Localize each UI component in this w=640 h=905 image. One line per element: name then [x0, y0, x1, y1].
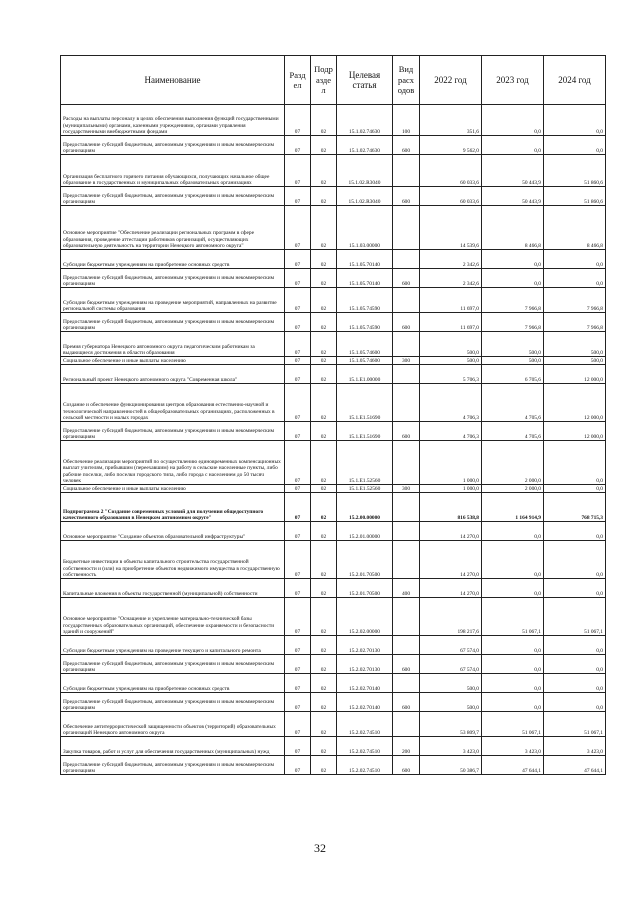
cell-2022: 14 270,0	[420, 579, 482, 598]
cell-2023: 0,0	[482, 105, 544, 136]
cell-2023: 0,0	[482, 522, 544, 541]
cell-podrazdel: 02	[311, 288, 337, 313]
cell-2024: 0,0	[544, 105, 606, 136]
cell-vid: 600	[393, 693, 420, 712]
cell-name: Основное мероприятие "Оснащение и укрепление материально-технической базы государственных образовательных организаций, обеспечение охраняемости и безопасности зданий и сооружений"	[61, 598, 285, 636]
cell-vid	[393, 712, 420, 737]
table-row	[61, 422, 606, 441]
cell-razdel: 07	[285, 105, 311, 136]
cell-vid	[393, 155, 420, 187]
cell-2023: 4 705,6	[482, 422, 544, 441]
cell-podrazdel: 02	[311, 187, 337, 206]
cell-2022: 5 706,3	[420, 365, 482, 384]
cell-2022: 11 697,0	[420, 288, 482, 313]
cell-2023: 0,0	[482, 250, 544, 269]
cell-vid: 100	[393, 105, 420, 136]
cell-2023: 51 067,1	[482, 712, 544, 737]
cell-2022: 14 539,6	[420, 206, 482, 250]
cell-vid: 400	[393, 579, 420, 598]
cell-2022: 67 574,0	[420, 655, 482, 674]
cell-name: Предоставление субсидий бюджетным, автономным учреждениям и иным некоммерческим организациям	[61, 756, 285, 775]
cell-name: Субсидии бюджетным учреждениям на проведение текущего и капитального ремонта	[61, 636, 285, 655]
table-row	[61, 737, 606, 756]
cell-2023: 2 000,0	[482, 485, 544, 493]
cell-razdel: 07	[285, 441, 311, 485]
cell-target: 15.2.02.74510	[337, 712, 393, 737]
cell-razdel: 07	[285, 541, 311, 579]
table-header-row	[61, 56, 606, 105]
cell-2023: 51 067,1	[482, 598, 544, 636]
cell-2024: 51 067,1	[544, 598, 606, 636]
cell-podrazdel: 02	[311, 598, 337, 636]
cell-target: 15.1.05.74590	[337, 288, 393, 313]
cell-name: Предоставление субсидий бюджетным, автономным учреждениям и иным некоммерческим организациям	[61, 136, 285, 155]
cell-vid	[393, 206, 420, 250]
cell-2022: 53 809,7	[420, 712, 482, 737]
cell-2022: 198 217,6	[420, 598, 482, 636]
cell-2023: 8 466,8	[482, 206, 544, 250]
table-row	[61, 269, 606, 288]
cell-target: 15.1.02.R3040	[337, 155, 393, 187]
cell-podrazdel: 02	[311, 332, 337, 357]
cell-2024: 51 860,6	[544, 187, 606, 206]
table-row	[61, 493, 606, 522]
cell-podrazdel: 02	[311, 522, 337, 541]
cell-vid: 600	[393, 269, 420, 288]
cell-razdel: 07	[285, 693, 311, 712]
cell-target: 15.2.02.70140	[337, 693, 393, 712]
cell-vid	[393, 636, 420, 655]
cell-2024: 0,0	[544, 522, 606, 541]
cell-vid	[393, 541, 420, 579]
cell-podrazdel: 02	[311, 579, 337, 598]
cell-name: Организация бесплатного горячего питания обучающихся, получающих начальное общее образование в государственных и муниципальных образовательных организациях	[61, 155, 285, 187]
cell-vid	[393, 674, 420, 693]
cell-2022: 4 706,3	[420, 422, 482, 441]
cell-2023: 4 705,6	[482, 384, 544, 422]
table-row	[61, 636, 606, 655]
cell-name: Региональный проект Ненецкого автономного округа "Современная школа"	[61, 365, 285, 384]
cell-2024: 0,0	[544, 693, 606, 712]
cell-razdel: 07	[285, 636, 311, 655]
cell-2023: 500,0	[482, 332, 544, 357]
cell-razdel: 07	[285, 712, 311, 737]
cell-vid	[393, 288, 420, 313]
cell-name: Создание и обеспечение функционирования центров образования естественно-научной и технологической направленностей в общеобразовательных организациях, расположенных в сельской местности и малых городах	[61, 384, 285, 422]
cell-name: Предоставление субсидий бюджетным, автономным учреждениям и иным некоммерческим организациям	[61, 422, 285, 441]
cell-name: Закупка товаров, работ и услуг для обеспечения государственных (муниципальных) нужд	[61, 737, 285, 756]
cell-2022: 2 342,6	[420, 250, 482, 269]
cell-razdel: 07	[285, 756, 311, 775]
cell-target: 15.1.E1.00000	[337, 365, 393, 384]
cell-2024: 12 000,0	[544, 365, 606, 384]
cell-2023: 0,0	[482, 636, 544, 655]
cell-razdel: 07	[285, 737, 311, 756]
cell-2024: 0,0	[544, 250, 606, 269]
cell-target: 15.1.02.R3040	[337, 187, 393, 206]
cell-target: 15.2.02.70140	[337, 674, 393, 693]
cell-razdel: 07	[285, 206, 311, 250]
cell-podrazdel: 02	[311, 441, 337, 485]
cell-2023: 7 966,8	[482, 313, 544, 332]
header-2024: 2024 год	[544, 56, 606, 105]
cell-2024: 0,0	[544, 136, 606, 155]
cell-2023: 500,0	[482, 357, 544, 365]
cell-name: Бюджетные инвестиции в объекты капитального строительства государственной собственности и (или) на приобретение объектов недвижимого имущества в государственную собственность	[61, 541, 285, 579]
cell-target: 15.1.05.74590	[337, 313, 393, 332]
cell-podrazdel: 02	[311, 655, 337, 674]
table-row	[61, 756, 606, 775]
cell-target: 15.1.05.74600	[337, 332, 393, 357]
cell-name: Субсидии бюджетным учреждениям на приобретение основных средств	[61, 250, 285, 269]
cell-vid: 600	[393, 422, 420, 441]
cell-2023: 1 164 914,9	[482, 493, 544, 522]
cell-2022: 14 270,0	[420, 522, 482, 541]
cell-podrazdel: 02	[311, 250, 337, 269]
table-body	[61, 105, 606, 775]
cell-2024: 3 423,0	[544, 737, 606, 756]
cell-2022: 500,0	[420, 674, 482, 693]
cell-podrazdel: 02	[311, 384, 337, 422]
cell-2023: 47 644,1	[482, 756, 544, 775]
cell-2022: 500,0	[420, 332, 482, 357]
cell-2024: 0,0	[544, 485, 606, 493]
cell-name: Обеспечение реализации мероприятий по осуществлению единовременных компенсационных выплат учителям, прибывшим (переехавшим) на работу в сельские населенные пункты, либо рабочие поселки, либо поселки городского типа, либо города с населением до 50 тысяч человек	[61, 441, 285, 485]
cell-2022: 500,0	[420, 693, 482, 712]
cell-name: Премия губернатора Ненецкого автономного округа педагогическим работникам за выдающиеся достижения в области образования	[61, 332, 285, 357]
cell-target: 15.1.E1.52560	[337, 441, 393, 485]
table-row	[61, 332, 606, 357]
cell-2024: 0,0	[544, 269, 606, 288]
header-razdel: Разд ел	[285, 56, 311, 105]
cell-target: 15.1.E1.51690	[337, 422, 393, 441]
cell-razdel: 07	[285, 598, 311, 636]
cell-podrazdel: 02	[311, 493, 337, 522]
cell-2022: 4 706,3	[420, 384, 482, 422]
cell-razdel: 07	[285, 579, 311, 598]
cell-2024: 500,0	[544, 332, 606, 357]
cell-2022: 60 033,6	[420, 187, 482, 206]
header-name: Наименование	[61, 56, 285, 105]
cell-2023: 0,0	[482, 136, 544, 155]
cell-2022: 60 033,6	[420, 155, 482, 187]
table-row	[61, 674, 606, 693]
cell-2023: 50 443,9	[482, 155, 544, 187]
cell-podrazdel: 02	[311, 155, 337, 187]
budget-table	[60, 55, 606, 775]
cell-name: Субсидии бюджетным учреждениям на проведение мероприятий, направленных на развитие региональной системы образования	[61, 288, 285, 313]
cell-2022: 3 423,0	[420, 737, 482, 756]
table-row	[61, 441, 606, 485]
cell-2022: 1 000,0	[420, 485, 482, 493]
cell-podrazdel: 02	[311, 365, 337, 384]
cell-podrazdel: 02	[311, 712, 337, 737]
cell-2022: 11 697,0	[420, 313, 482, 332]
cell-vid: 600	[393, 655, 420, 674]
cell-vid	[393, 384, 420, 422]
cell-2022: 14 270,0	[420, 541, 482, 579]
cell-razdel: 07	[285, 384, 311, 422]
cell-name: Предоставление субсидий бюджетным, автономным учреждениям и иным некоммерческим организациям	[61, 693, 285, 712]
cell-2023: 3 423,0	[482, 737, 544, 756]
cell-podrazdel: 02	[311, 269, 337, 288]
cell-2023: 2 000,0	[482, 441, 544, 485]
cell-razdel: 07	[285, 313, 311, 332]
cell-2023: 0,0	[482, 693, 544, 712]
cell-podrazdel: 02	[311, 485, 337, 493]
cell-target: 15.1.02.74630	[337, 105, 393, 136]
cell-target: 15.2.02.74510	[337, 737, 393, 756]
cell-razdel: 07	[285, 422, 311, 441]
cell-podrazdel: 02	[311, 105, 337, 136]
cell-2023: 50 443,9	[482, 187, 544, 206]
cell-target: 15.2.01.70500	[337, 579, 393, 598]
cell-2024: 0,0	[544, 655, 606, 674]
cell-2023: 7 966,8	[482, 288, 544, 313]
cell-name: Предоставление субсидий бюджетным, автономным учреждениям и иным некоммерческим организациям	[61, 187, 285, 206]
cell-2022: 2 342,6	[420, 269, 482, 288]
cell-razdel: 07	[285, 365, 311, 384]
header-podrazdel: Подр азде л	[311, 56, 337, 105]
cell-2024: 51 860,6	[544, 155, 606, 187]
cell-2023: 0,0	[482, 674, 544, 693]
cell-razdel: 07	[285, 655, 311, 674]
cell-2024: 500,0	[544, 357, 606, 365]
cell-target: 15.2.01.00000	[337, 522, 393, 541]
cell-2024: 8 466,8	[544, 206, 606, 250]
table-row	[61, 357, 606, 365]
cell-2023: 0,0	[482, 655, 544, 674]
cell-name: Обеспечение антитеррористической защищенности объектов (территорий) образовательных организаций Ненецкого автономного округа	[61, 712, 285, 737]
cell-2022: 50 386,7	[420, 756, 482, 775]
cell-target: 15.2.02.70130	[337, 655, 393, 674]
page-number: 32	[314, 841, 326, 855]
table-row	[61, 365, 606, 384]
cell-2022: 351,6	[420, 105, 482, 136]
cell-target: 15.1.03.00000	[337, 206, 393, 250]
header-vid: Вид расх одов	[393, 56, 420, 105]
header-target: Целевая статья	[337, 56, 393, 105]
cell-2022: 67 574,0	[420, 636, 482, 655]
cell-podrazdel: 02	[311, 136, 337, 155]
table-row	[61, 206, 606, 250]
cell-vid	[393, 441, 420, 485]
cell-vid	[393, 365, 420, 384]
table-row	[61, 522, 606, 541]
cell-target: 15.2.02.74510	[337, 756, 393, 775]
table-row	[61, 541, 606, 579]
cell-2024: 0,0	[544, 541, 606, 579]
cell-razdel: 07	[285, 674, 311, 693]
cell-vid: 600	[393, 756, 420, 775]
cell-vid	[393, 250, 420, 269]
table-row	[61, 598, 606, 636]
cell-2024: 51 067,1	[544, 712, 606, 737]
cell-2024: 7 966,8	[544, 313, 606, 332]
cell-2024: 12 000,0	[544, 384, 606, 422]
table-row	[61, 384, 606, 422]
table-row	[61, 579, 606, 598]
cell-2024: 0,0	[544, 674, 606, 693]
cell-target: 15.1.05.74600	[337, 357, 393, 365]
cell-podrazdel: 02	[311, 206, 337, 250]
cell-podrazdel: 02	[311, 693, 337, 712]
cell-2024: 0,0	[544, 636, 606, 655]
cell-razdel: 07	[285, 250, 311, 269]
cell-name: Подпрограмма 2 "Создание современных условий для получения общедоступного качественного образования в Ненецком автономном округе"	[61, 493, 285, 522]
cell-razdel: 07	[285, 288, 311, 313]
cell-vid: 200	[393, 737, 420, 756]
table-row	[61, 712, 606, 737]
cell-name: Предоставление субсидий бюджетным, автономным учреждениям и иным некоммерческим организациям	[61, 269, 285, 288]
table-row	[61, 187, 606, 206]
cell-name: Предоставление субсидий бюджетным, автономным учреждениям и иным некоммерческим организациям	[61, 655, 285, 674]
cell-razdel: 07	[285, 136, 311, 155]
cell-2023: 6 705,6	[482, 365, 544, 384]
cell-2024: 768 715,3	[544, 493, 606, 522]
table-row	[61, 155, 606, 187]
table-row	[61, 655, 606, 674]
cell-razdel: 07	[285, 485, 311, 493]
cell-target: 15.2.02.70130	[337, 636, 393, 655]
cell-name: Социальное обеспечение и иные выплаты населению	[61, 357, 285, 365]
cell-2024: 0,0	[544, 579, 606, 598]
cell-vid	[393, 598, 420, 636]
table-row	[61, 485, 606, 493]
cell-name: Основное мероприятие "Создание объектов образовательной инфраструктуры"	[61, 522, 285, 541]
table-row	[61, 105, 606, 136]
cell-2024: 0,0	[544, 441, 606, 485]
table-row	[61, 288, 606, 313]
header-2022: 2022 год	[420, 56, 482, 105]
cell-2023: 0,0	[482, 579, 544, 598]
cell-podrazdel: 02	[311, 422, 337, 441]
cell-name: Социальное обеспечение и иные выплаты населению	[61, 485, 285, 493]
cell-vid: 300	[393, 485, 420, 493]
cell-razdel: 07	[285, 493, 311, 522]
cell-name: Расходы на выплаты персоналу в целях обеспечения выполнения функций государственными (муниципальными) органами, казенными учреждениями, органами управления государственными внебюджетными фондами	[61, 105, 285, 136]
cell-target: 15.1.E1.51690	[337, 384, 393, 422]
cell-2022: 1 000,0	[420, 441, 482, 485]
cell-vid: 600	[393, 313, 420, 332]
cell-podrazdel: 02	[311, 541, 337, 579]
cell-target: 15.1.02.74630	[337, 136, 393, 155]
cell-target: 15.2.01.70500	[337, 541, 393, 579]
cell-target: 15.1.E1.52560	[337, 485, 393, 493]
cell-target: 15.2.02.00000	[337, 598, 393, 636]
cell-vid	[393, 522, 420, 541]
cell-vid: 600	[393, 136, 420, 155]
cell-razdel: 07	[285, 269, 311, 288]
cell-target: 15.1.05.70140	[337, 250, 393, 269]
cell-vid: 300	[393, 357, 420, 365]
cell-vid	[393, 332, 420, 357]
table-row	[61, 136, 606, 155]
cell-razdel: 07	[285, 155, 311, 187]
cell-2022: 9 562,0	[420, 136, 482, 155]
table-row	[61, 693, 606, 712]
cell-podrazdel: 02	[311, 756, 337, 775]
cell-razdel: 07	[285, 357, 311, 365]
cell-podrazdel: 02	[311, 674, 337, 693]
cell-2022: 500,0	[420, 357, 482, 365]
cell-razdel: 07	[285, 522, 311, 541]
cell-2024: 12 000,0	[544, 422, 606, 441]
cell-razdel: 07	[285, 187, 311, 206]
table-row	[61, 250, 606, 269]
cell-podrazdel: 02	[311, 737, 337, 756]
cell-target: 15.2.00.00000	[337, 493, 393, 522]
header-2023: 2023 год	[482, 56, 544, 105]
cell-podrazdel: 02	[311, 313, 337, 332]
table-row	[61, 313, 606, 332]
cell-vid: 600	[393, 187, 420, 206]
cell-2024: 47 644,1	[544, 756, 606, 775]
cell-name: Предоставление субсидий бюджетным, автономным учреждениям и иным некоммерческим организациям	[61, 313, 285, 332]
cell-podrazdel: 02	[311, 357, 337, 365]
cell-vid	[393, 493, 420, 522]
cell-razdel: 07	[285, 332, 311, 357]
cell-name: Основное мероприятие "Обеспечение реализации региональных программ в сфере образования, проведение аттестации работников организаций, осуществляющих образовательную деятельность на территории Ненецкого автономного округа"	[61, 206, 285, 250]
cell-2023: 0,0	[482, 269, 544, 288]
cell-target: 15.1.05.70140	[337, 269, 393, 288]
cell-podrazdel: 02	[311, 636, 337, 655]
cell-2023: 0,0	[482, 541, 544, 579]
cell-name: Капитальные вложения в объекты государственной (муниципальной) собственности	[61, 579, 285, 598]
cell-2022: 816 538,8	[420, 493, 482, 522]
cell-name: Субсидии бюджетным учреждениям на приобретение основных средств	[61, 674, 285, 693]
cell-2024: 7 966,8	[544, 288, 606, 313]
